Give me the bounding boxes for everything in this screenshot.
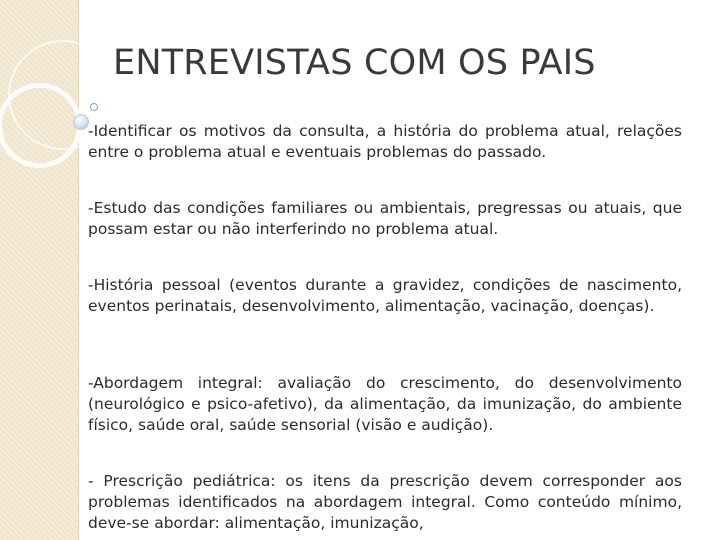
slide-title: ENTREVISTAS COM OS PAIS bbox=[113, 43, 596, 83]
paragraph-prescricao-pediatrica: - Prescrição pediátrica: os itens da prescrição devem corresponder aos problemas identificados na abordagem integral. Como conteúdo mínimo, deve-se abordar: alimentação, imunização, bbox=[88, 472, 682, 532]
paragraph-condicoes-familiares: -Estudo das condições familiares ou ambientais, pregressas ou atuais, que possam estar ou não interferindo no problema atual. bbox=[88, 199, 682, 238]
decorative-ring-inner bbox=[0, 83, 82, 168]
decorative-bubble-small-icon bbox=[90, 103, 98, 111]
paragraph-abordagem-integral: -Abordagem integral: avaliação do crescimento, do desenvolvimento (neurológico e psico-afetivo), da alimentação, da imunização, do ambiente físico, saúde oral, saúde sensorial (visão e audição). bbox=[88, 374, 682, 434]
paragraph-historia-pessoal: -História pessoal (eventos durante a gravidez, condições de nascimento, eventos perinatais, desenvolvimento, alimentação, vacinação, doenças). bbox=[88, 276, 682, 315]
paragraph-motivos-consulta: -Identificar os motivos da consulta, a história do problema atual, relações entre o problema atual e eventuais problemas do passado. bbox=[88, 122, 682, 161]
decorative-bubble-large-icon bbox=[73, 114, 89, 130]
